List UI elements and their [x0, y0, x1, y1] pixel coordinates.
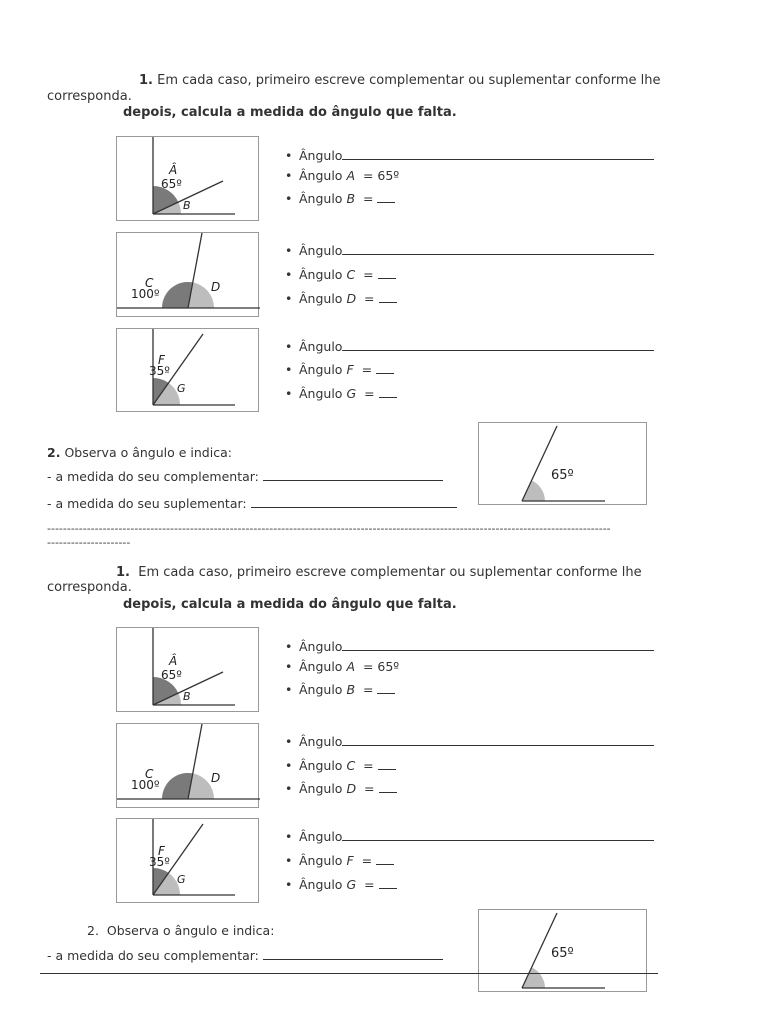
answer-line[interactable]: [251, 507, 457, 508]
answer-line[interactable]: [342, 350, 654, 351]
figure-angle-65: [478, 422, 647, 505]
bullet-angulo-2: • Ângulo: [285, 243, 654, 258]
answer-line[interactable]: [342, 159, 654, 160]
label-f: F: [158, 844, 165, 858]
page-break-rule: [40, 973, 658, 974]
bullet-angulo-b-2: • Ângulo B =: [285, 682, 395, 697]
figure-angle-c-d: [116, 232, 259, 317]
bullet-angulo-f-2: • Ângulo F =: [285, 853, 394, 868]
answer-line[interactable]: [263, 959, 443, 960]
label-c: C: [145, 276, 154, 290]
answer-line[interactable]: [376, 864, 394, 865]
label-d: D: [211, 771, 221, 785]
bullet-angulo-d-2: • Ângulo D =: [285, 781, 397, 796]
bullet-angulo-3b: • Ângulo: [285, 829, 654, 844]
separator-line: ----------------------------------------------------------------------------------------------------------------------------------------------: [47, 522, 611, 535]
answer-line[interactable]: [379, 792, 397, 793]
answer-line[interactable]: [342, 745, 654, 746]
figure-angle-65-2-drawing: [479, 910, 648, 993]
answer-line[interactable]: [342, 254, 654, 255]
q1-heading-2: 1. Em cada caso, primeiro escreve complementar ou suplementar conforme lhe: [116, 565, 642, 580]
q1-text: Em cada caso, primeiro escreve complementar ou suplementar conforme lhe: [157, 73, 661, 88]
label-35: 35º: [149, 855, 170, 869]
label-b: B: [183, 199, 191, 212]
label-35: 35º: [149, 364, 170, 378]
q1-number: 1.: [139, 73, 153, 88]
figure-angle-65-2: [478, 909, 647, 992]
answer-line[interactable]: [379, 888, 397, 889]
bullet-angulo-g-2: • Ângulo G =: [285, 877, 397, 892]
figure-angle-f-g: [116, 328, 259, 412]
figure-angle-a-b: [116, 136, 259, 221]
figure-angle-a-b-2-drawing: [117, 628, 260, 713]
bullet-angulo-g: • Ângulo G =: [285, 386, 397, 401]
bullet-angulo-1: • Ângulo: [285, 148, 654, 163]
label-d: D: [211, 280, 221, 294]
answer-line[interactable]: [378, 769, 396, 770]
answer-line[interactable]: [377, 202, 395, 203]
answer-line[interactable]: [379, 397, 397, 398]
bullet-angulo-a: • Ângulo A = 65º: [285, 168, 400, 183]
label-65: 65º: [161, 668, 182, 682]
figure-angle-a-b-2: [116, 627, 259, 712]
q2-complementar: - a medida do seu complementar:: [47, 469, 443, 484]
bullet-angulo-b: • Ângulo B =: [285, 191, 395, 206]
q2-complementar-2: - a medida do seu complementar:: [47, 948, 443, 963]
figure-angle-a-b-drawing: [117, 137, 260, 222]
q1-text-continued-2: corresponda.: [47, 580, 132, 595]
label-65-q2: 65º: [551, 468, 574, 483]
answer-line[interactable]: [342, 840, 654, 841]
figure-angle-c-d-2: [116, 723, 259, 808]
bullet-angulo-c: • Ângulo C =: [285, 267, 396, 282]
bullet-angulo-d: • Ângulo D =: [285, 291, 397, 306]
answer-line[interactable]: [379, 302, 397, 303]
separator-line-continued: ---------------------: [47, 536, 131, 549]
bullet-angulo-2b: • Ângulo: [285, 734, 654, 749]
bullet-angulo-f: • Ângulo F =: [285, 362, 394, 377]
q1-instruction-2: depois, calcula a medida do ângulo que falta.: [123, 597, 457, 612]
q1-text-continued: corresponda.: [47, 89, 132, 104]
label-b: B: [183, 690, 191, 703]
label-g: G: [177, 382, 186, 395]
label-f: F: [158, 353, 165, 367]
label-a-hat: Â: [169, 654, 178, 668]
figure-angle-f-g-2: [116, 818, 259, 903]
q1-heading: [139, 73, 660, 88]
figure-angle-c-d-drawing: [117, 233, 260, 318]
label-a-hat: Â: [169, 163, 178, 177]
answer-line[interactable]: [377, 693, 395, 694]
answer-line[interactable]: [378, 278, 396, 279]
figure-angle-65-drawing: [479, 423, 648, 506]
figure-angle-f-g-drawing: [117, 329, 260, 413]
q2-heading: 2. Observa o ângulo e indica:: [47, 445, 232, 460]
label-g: G: [177, 873, 186, 886]
answer-line[interactable]: [376, 373, 394, 374]
q2-suplementar: - a medida do seu suplementar:: [47, 496, 457, 511]
bullet-angulo-a-2: • Ângulo A = 65º: [285, 659, 400, 674]
bullet-angulo-3: • Ângulo: [285, 339, 654, 354]
label-100: 100º: [131, 287, 160, 301]
answer-line[interactable]: [342, 650, 654, 651]
q1-instruction: depois, calcula a medida do ângulo que falta.: [123, 105, 457, 120]
label-100: 100º: [131, 778, 160, 792]
figure-angle-f-g-2-drawing: [117, 819, 260, 904]
bullet-angulo-c-2: • Ângulo C =: [285, 758, 396, 773]
label-65-q2: 65º: [551, 946, 574, 961]
label-65: 65º: [161, 177, 182, 191]
q2-heading-2: 2. Observa o ângulo e indica:: [87, 923, 275, 938]
bullet-angulo-1b: • Ângulo: [285, 639, 654, 654]
answer-line[interactable]: [263, 480, 443, 481]
label-c: C: [145, 767, 154, 781]
figure-angle-c-d-2-drawing: [117, 724, 260, 809]
